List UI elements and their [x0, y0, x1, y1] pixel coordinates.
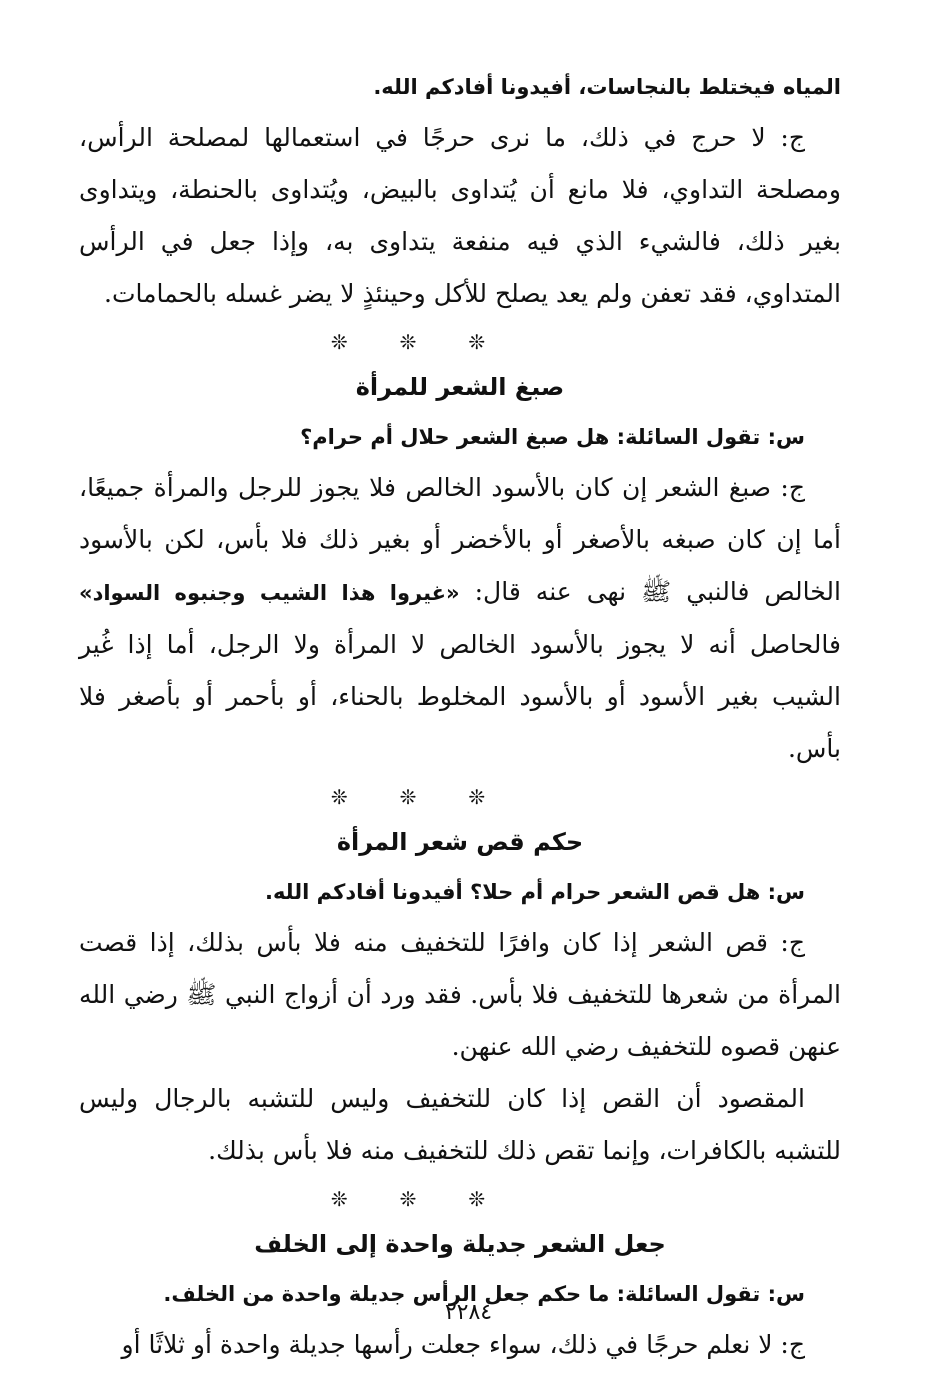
page-number: ٢٢٨٤ [444, 1300, 493, 1325]
answer-hair-dye-part1: ج: صبغ الشعر إن كان بالأسود الخالص فلا يجوز للرجل والمرأة جميعًا، أما إن كان صبغه بالأصغر أو بالأخضر أو بغير ذلك فلا بأس، لكن بالأسود الخالص فالنبي ﷺ نهى عنه قال: [79, 473, 841, 606]
hadith-quote: «غيروا هذا الشيب وجنبوه السواد» [79, 581, 460, 605]
question-hair-dye: س: تقول السائلة: هل صبغ الشعر حلال أم حرام؟ [300, 425, 805, 449]
section-heading-hair-dye: صبغ الشعر للمرأة [355, 373, 565, 401]
section-heading-hair-cut: حكم قص شعر المرأة [336, 828, 584, 856]
answer-paragraph: ج: لا حرج في ذلك، ما نرى حرجًا في استعمالها لمصلحة الرأس، ومصلحة التداوي، فلا مانع أن يُتداوى بالبيض، ويُتداوى بالحنطة، ويتداوى بغير ذلك، فالشيء الذي فيه منفعة يتداوى به، وإذا جعل في الرأس المتداوي، فقد تعفن ولم يعد يصلح للأكل وحينئذٍ لا يضر غسله بالحمامات. [79, 123, 841, 308]
answer-hair-dye [79, 462, 841, 775]
section-separator: ❊❊❊ [330, 785, 538, 809]
section-separator: ❊❊❊ [330, 330, 538, 354]
document-page [79, 62, 841, 1371]
question-hair-cut: س: هل قص الشعر حرام أم حلا؟ أفيدونا أفادكم الله. [264, 880, 805, 904]
section-separator: ❊❊❊ [330, 1187, 538, 1211]
answer-hair-cut-paragraph2: المقصود أن القص إذا كان للتخفيف وليس للتشبه بالرجال وليس للتشبه بالكافرات، وإنما تقص ذلك للتخفيف منه فلا بأس بذلك. [79, 1084, 841, 1165]
section-heading-braid: جعل الشعر جديلة واحدة إلى الخلف [254, 1230, 666, 1258]
answer-hair-dye-part2: فالحاصل أنه لا يجوز بالأسود الخالص لا المرأة ولا الرجل، أما إذا غُير الشيب بغير الأسود أو بالأسود المخلوط بالحناء، أو بأحمر أو بأصغر فلا بأس. [79, 630, 841, 763]
answer-hair-cut: ج: قص الشعر إذا كان وافرًا للتخفيف منه فلا بأس بذلك، إذا قصت المرأة من شعرها للتخفيف فلا بأس. فقد ورد أن أزواج النبي ﷺ رضي الله عنهن قصوه للتخفيف رضي الله عنهن. [79, 928, 841, 1061]
question-braid: س: تقول السائلة: ما حكم جعل الرأس جديلة واحدة من الخلف. [163, 1282, 805, 1306]
continued-question-line: المياه فيختلط بالنجاسات، أفيدونا أفادكم الله. [373, 75, 841, 99]
answer-braid: ج: لا نعلم حرجًا في ذلك، سواء جعلت رأسها جديلة واحدة أو ثلاثًا أو [121, 1330, 805, 1359]
